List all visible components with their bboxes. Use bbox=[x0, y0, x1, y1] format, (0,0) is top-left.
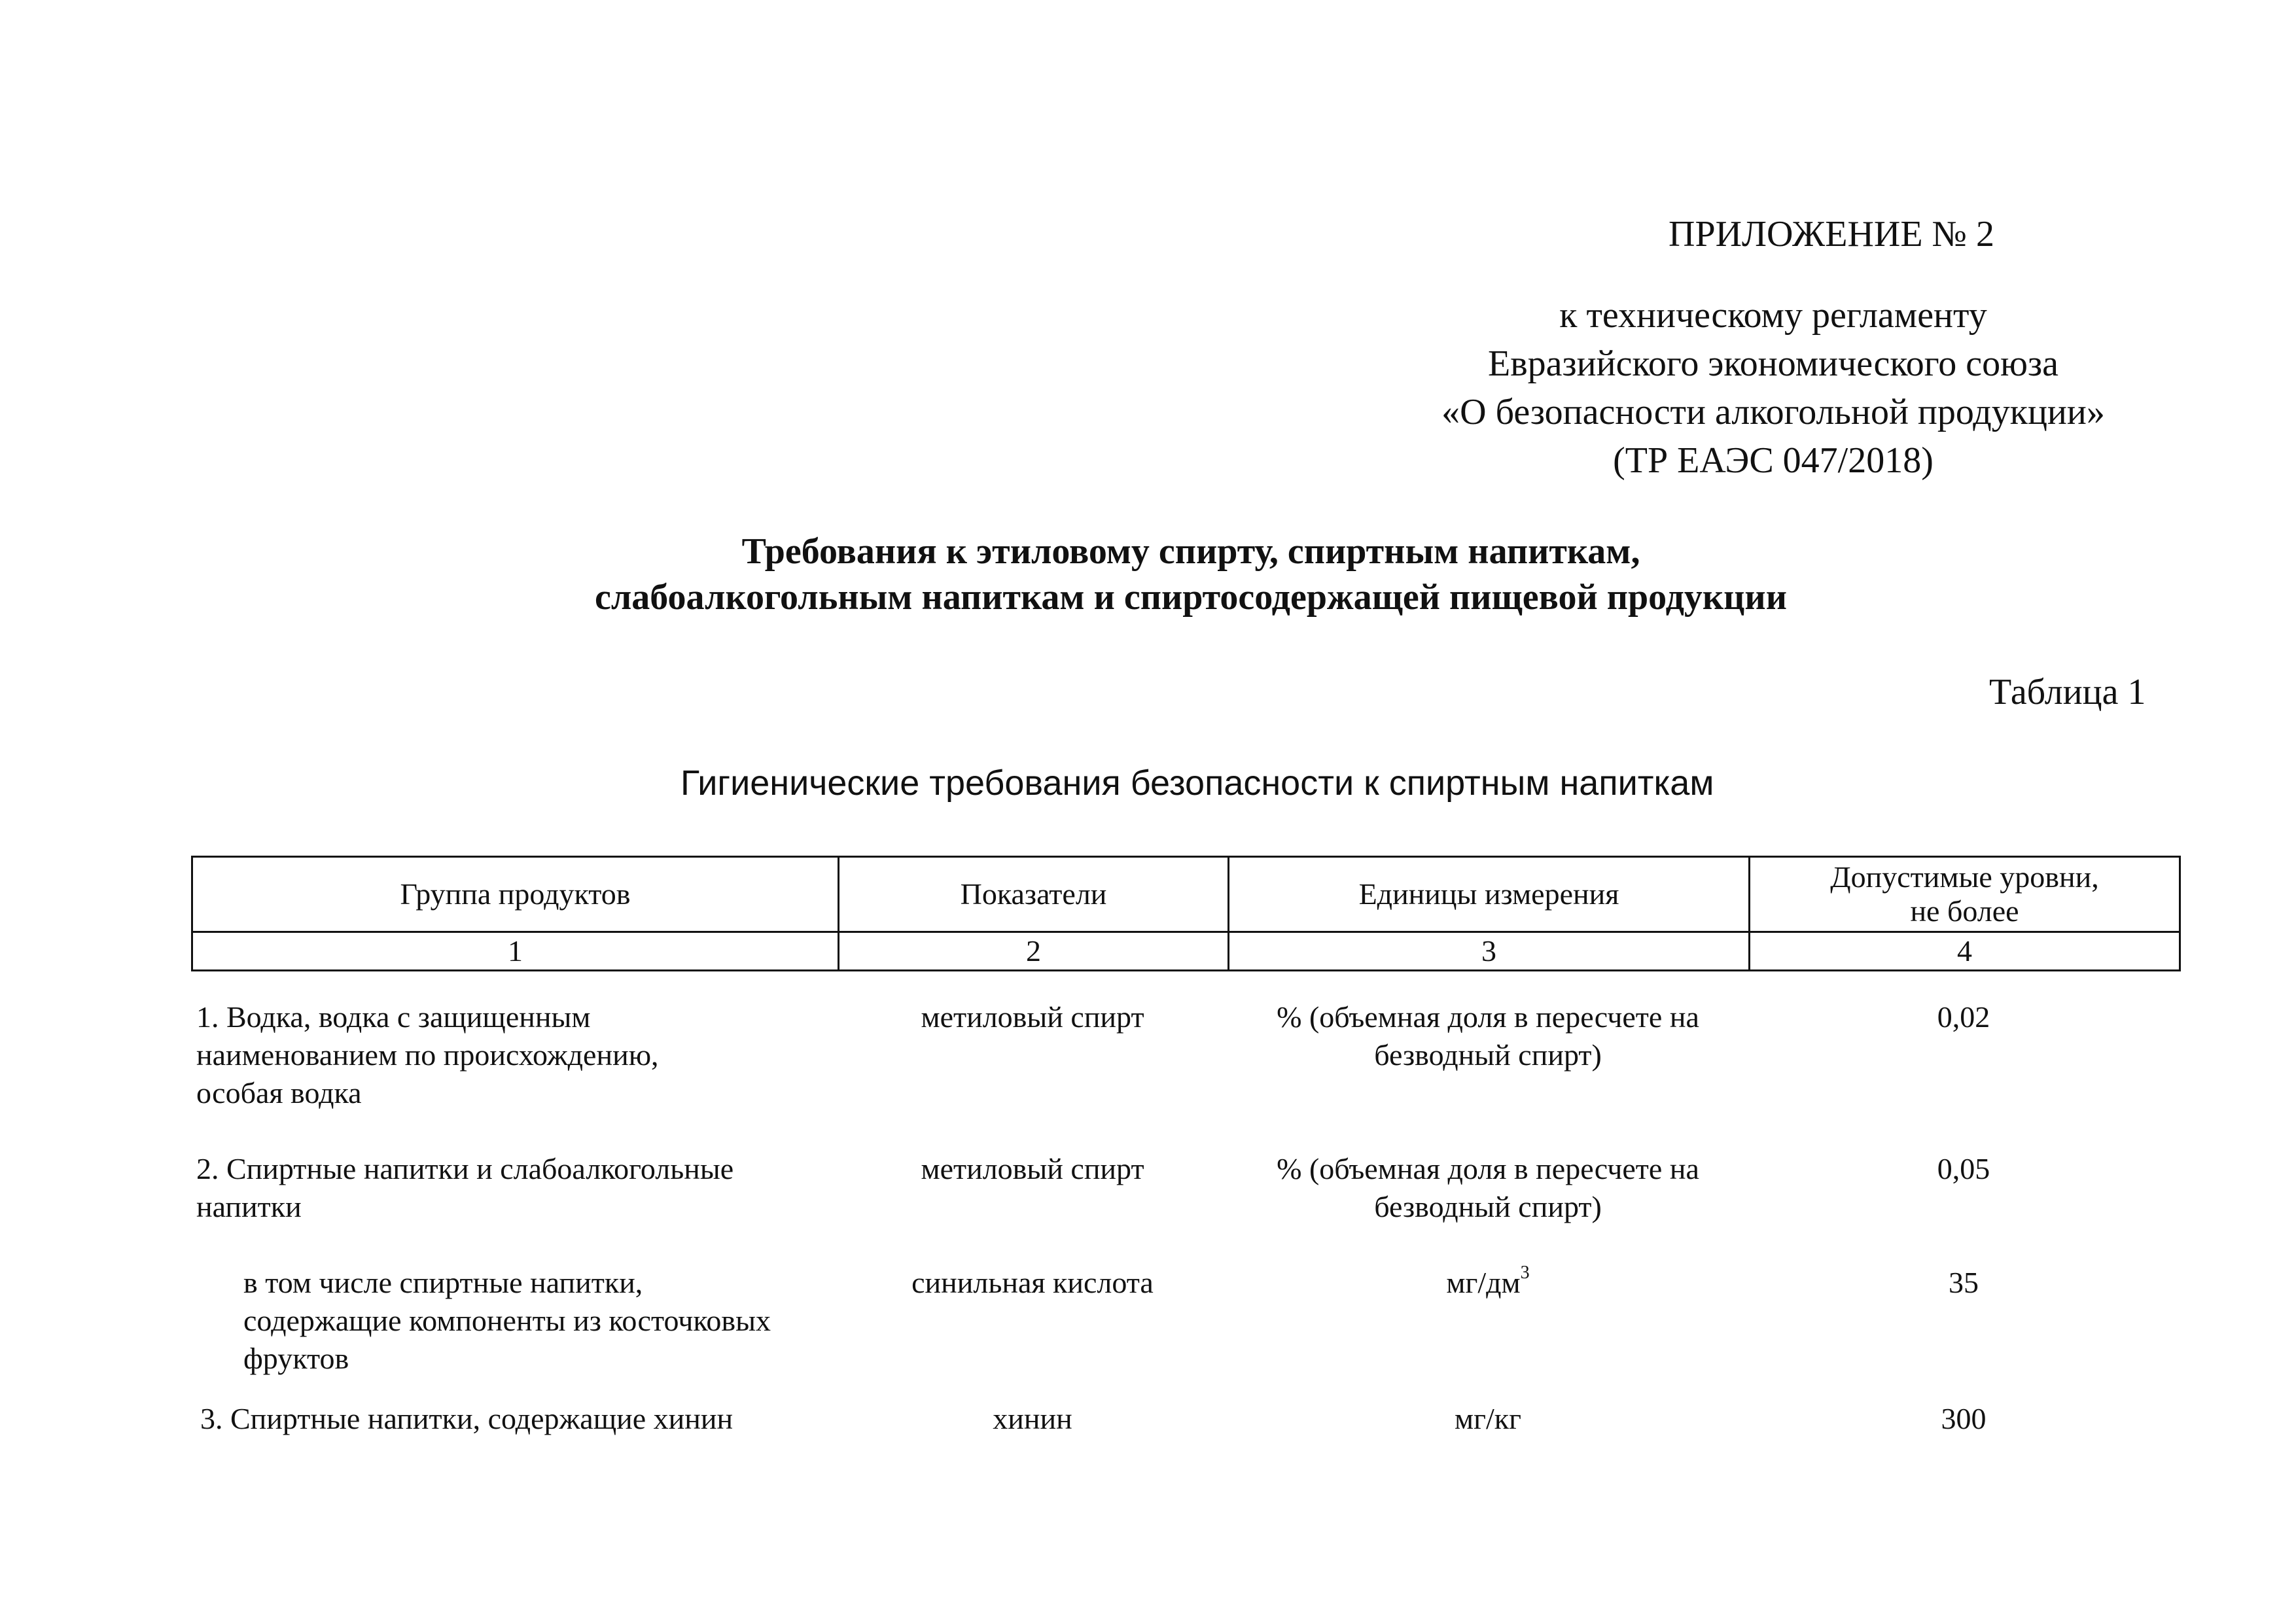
row-2a-indicator: синильная кислота bbox=[911, 1266, 1154, 1299]
group-line: особая водка bbox=[196, 1076, 362, 1109]
header-group: Группа продуктов bbox=[192, 857, 839, 932]
column-number: 3 bbox=[1229, 932, 1750, 971]
group-line: фруктов bbox=[243, 1342, 349, 1375]
table-caption: Гигиенические требования безопасности к спиртным напиткам bbox=[680, 763, 1714, 803]
row-2-unit bbox=[1227, 1150, 1748, 1226]
group-line: содержащие компоненты из косточковых bbox=[243, 1304, 771, 1337]
group-line: 1. Водка, водка с защищенным bbox=[196, 1000, 591, 1034]
appendix-title: ПРИЛОЖЕНИЕ № 2 bbox=[1669, 214, 1994, 254]
row-1-unit bbox=[1227, 998, 1748, 1074]
unit-line: безводный спирт) bbox=[1374, 1038, 1602, 1072]
unit-base: мг/дм bbox=[1446, 1266, 1521, 1299]
unit-line: % (объемная доля в пересчете на bbox=[1277, 1000, 1699, 1034]
group-line: 2. Спиртные напитки и слабоалкогольные bbox=[196, 1152, 734, 1185]
group-line: напитки bbox=[196, 1190, 302, 1223]
regulation-line: «О безопасности алкогольной продукции» bbox=[1441, 392, 2105, 432]
row-1-group bbox=[196, 998, 659, 1112]
unit-superscript: 3 bbox=[1520, 1263, 1530, 1283]
row-3-unit bbox=[1227, 1400, 1748, 1438]
header-level-line: не более bbox=[1910, 894, 2019, 928]
heading-line: Требования к этиловому спирту, спиртным напиткам, bbox=[741, 531, 1640, 572]
group-line: в том числе спиртные напитки, bbox=[243, 1266, 643, 1299]
column-number: 4 bbox=[1750, 932, 2180, 971]
column-number: 2 bbox=[839, 932, 1229, 971]
column-number: 1 bbox=[192, 932, 839, 971]
header-level-line: Допустимые уровни, bbox=[1830, 860, 2099, 894]
row-3-indicator: хинин bbox=[993, 1402, 1072, 1435]
row-1-level: 0,02 bbox=[1937, 1000, 1990, 1034]
row-2a-level: 35 bbox=[1949, 1266, 1979, 1299]
group-line: наименованием по происхождению, bbox=[196, 1038, 659, 1072]
heading-line: слабоалкогольным напиткам и спиртосодержащей пищевой продукции bbox=[595, 577, 1787, 618]
unit-line: % (объемная доля в пересчете на bbox=[1277, 1152, 1699, 1185]
regulation-line: Евразийского экономического союза bbox=[1488, 343, 2058, 384]
regulation-line: (ТР ЕАЭС 047/2018) bbox=[1613, 440, 1934, 481]
header-unit: Единицы измерения bbox=[1229, 857, 1750, 932]
unit-line: мг/кг bbox=[1455, 1402, 1521, 1435]
row-1-indicator: метиловый спирт bbox=[921, 1000, 1144, 1034]
group-line: 3. Спиртные напитки, содержащие хинин bbox=[200, 1402, 733, 1435]
header-indicator: Показатели bbox=[839, 857, 1229, 932]
table-label: Таблица 1 bbox=[1989, 672, 2146, 712]
row-2-group bbox=[196, 1150, 733, 1226]
unit-line: безводный спирт) bbox=[1374, 1190, 1602, 1223]
row-3-level: 300 bbox=[1941, 1402, 1987, 1435]
row-2-level: 0,05 bbox=[1937, 1152, 1990, 1185]
row-3-group bbox=[200, 1400, 733, 1438]
regulation-line: к техническому регламенту bbox=[1559, 295, 1987, 336]
row-2a-group bbox=[243, 1264, 771, 1378]
row-2-indicator: метиловый спирт bbox=[921, 1152, 1144, 1185]
row-2a-unit bbox=[1227, 1264, 1748, 1302]
